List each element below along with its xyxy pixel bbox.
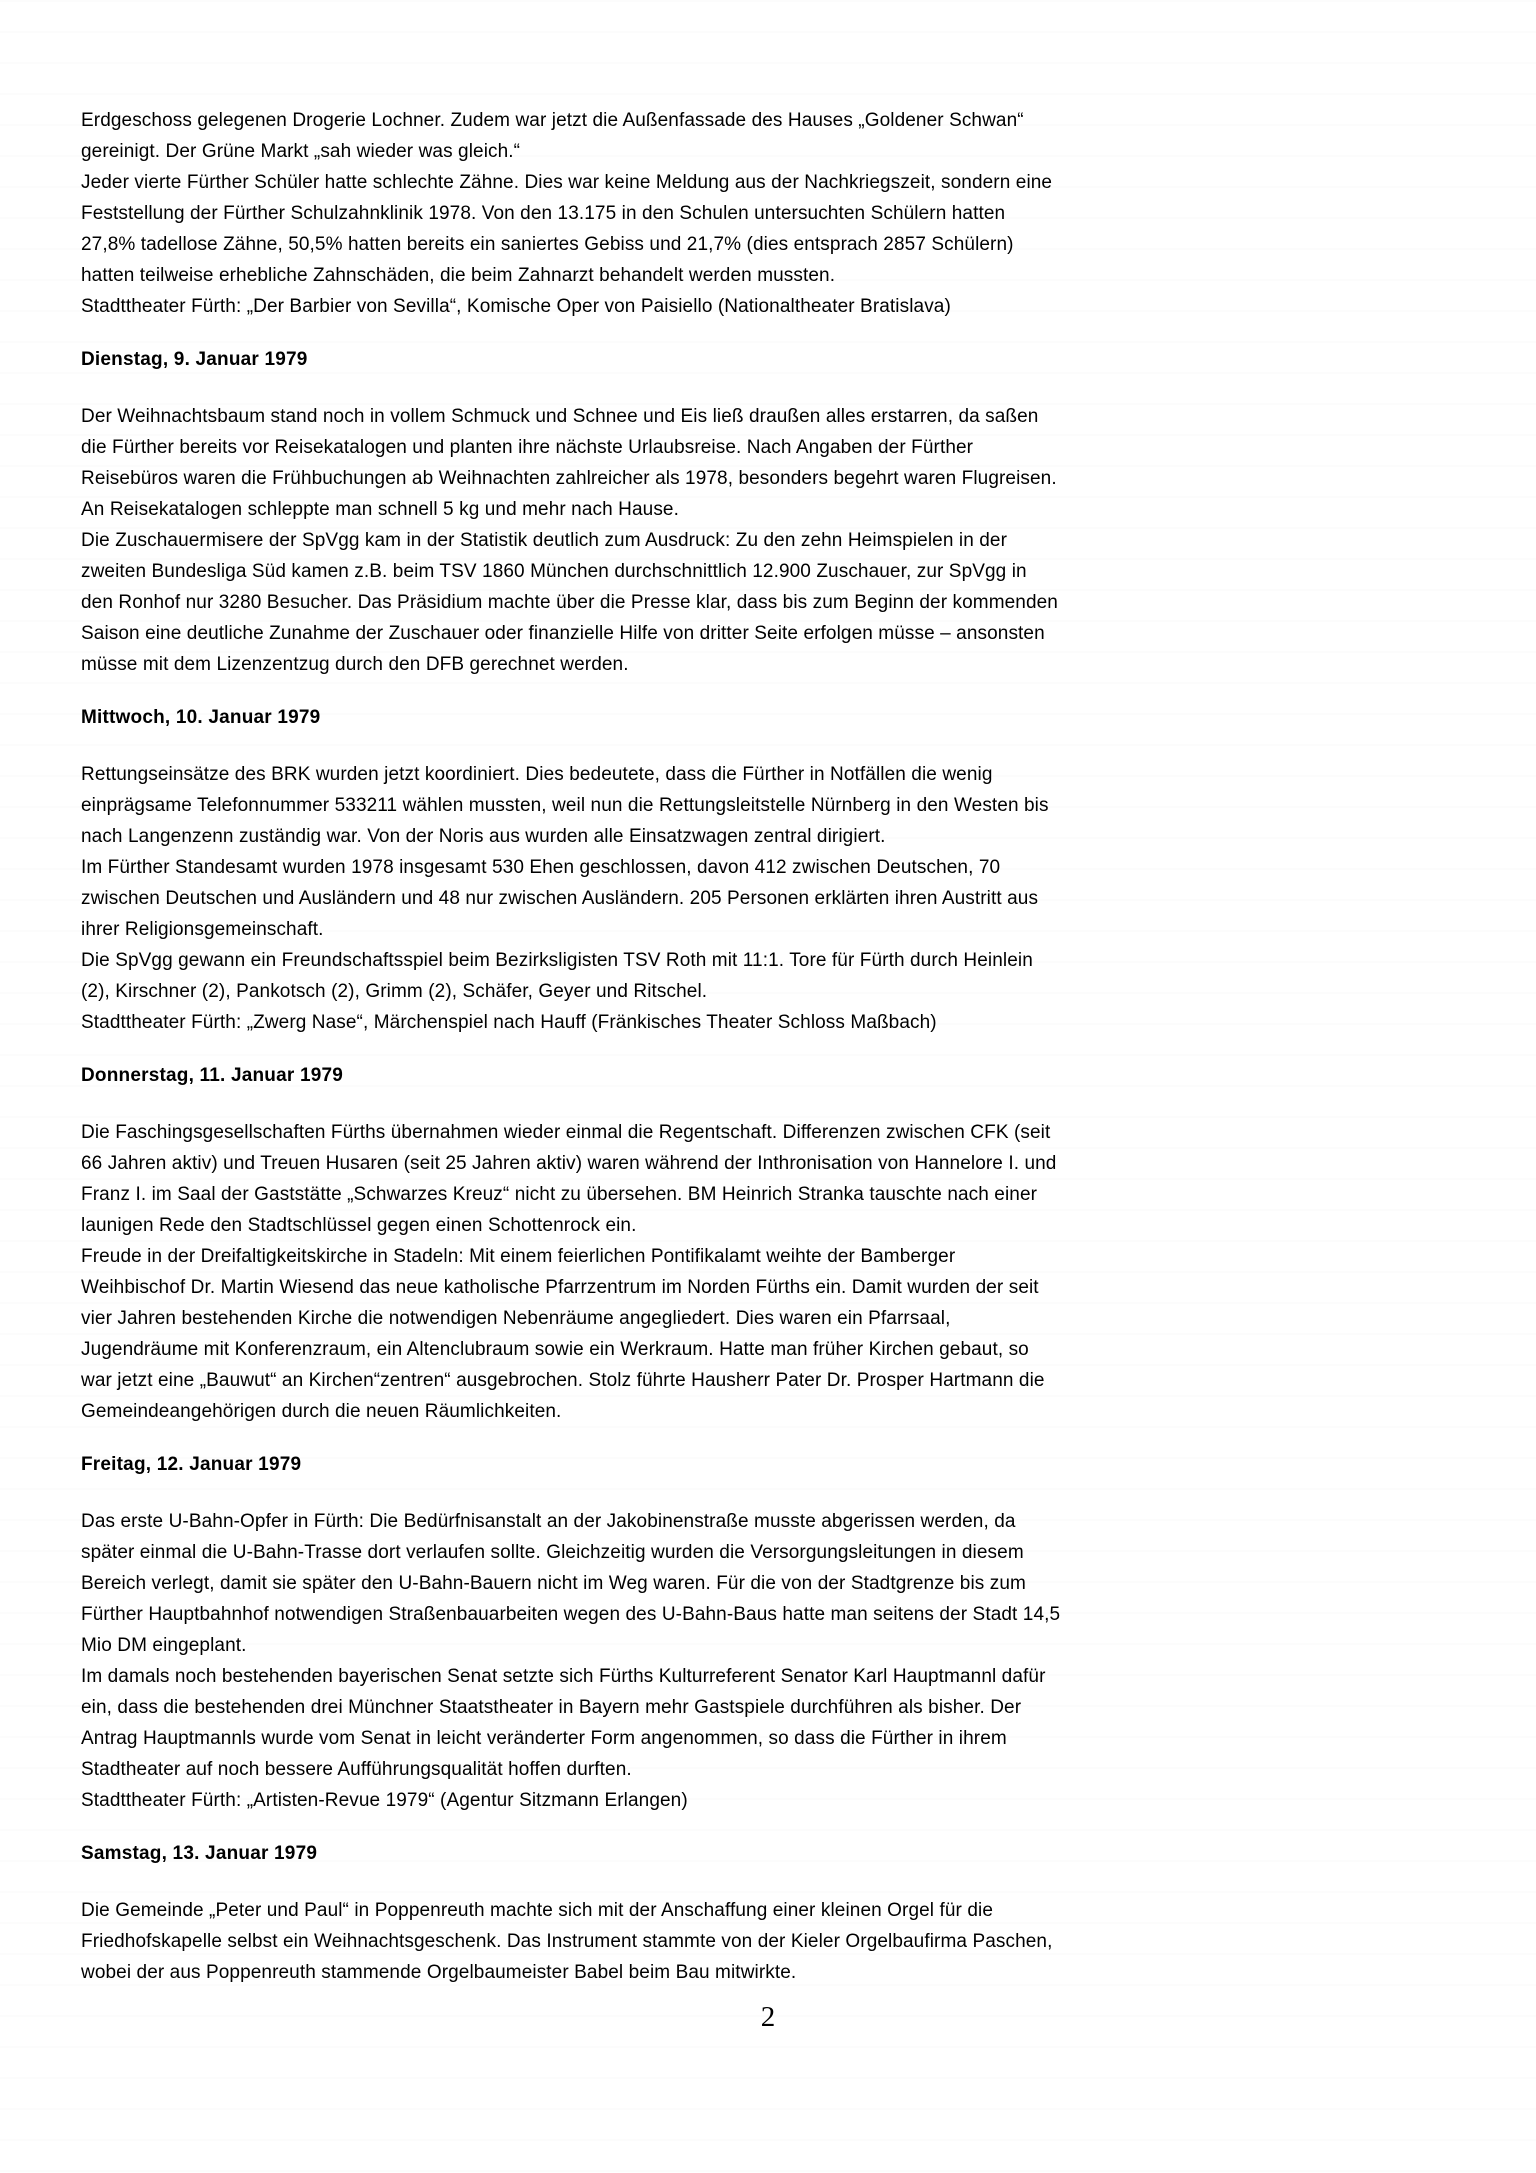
text-line: Erdgeschoss gelegenen Drogerie Lochner. Zudem war jetzt die Außenfassade des Hauses „Goldener Schwan“ xyxy=(81,110,1024,131)
text-line: Das erste U-Bahn-Opfer in Fürth: Die Bedürfnisanstalt an der Jakobinenstraße musste abgerissen werden, da xyxy=(81,1511,1016,1532)
date-heading: Samstag, 13. Januar 1979 xyxy=(81,1843,318,1864)
text-line: Mio DM eingeplant. xyxy=(81,1635,247,1656)
text-line: zweiten Bundesliga Süd kamen z.B. beim TSV 1860 München durchschnittlich 12.900 Zuschauer, zur SpVgg in xyxy=(81,561,1027,582)
text-line: Feststellung der Fürther Schulzahnklinik 1978. Von den 13.175 in den Schulen untersuchten Schülern hatten xyxy=(81,203,1006,224)
text-line: launigen Rede den Stadtschlüssel gegen einen Schottenrock ein. xyxy=(81,1215,637,1236)
text-line: müsse mit dem Lizenzentzug durch den DFB gerechnet werden. xyxy=(81,654,629,675)
text-line: Die SpVgg gewann ein Freundschaftsspiel beim Bezirksligisten TSV Roth mit 11:1. Tore für Fürth durch Heinlein xyxy=(81,950,1033,971)
document-section xyxy=(81,105,1181,322)
text-line: Fürther Hauptbahnhof notwendigen Straßenbauarbeiten wegen des U-Bahn-Baus hatte man seitens der Stadt 14,5 xyxy=(81,1604,1061,1625)
text-line: Im Fürther Standesamt wurden 1978 insgesamt 530 Ehen geschlossen, davon 412 zwischen Deutschen, 70 xyxy=(81,857,1001,878)
text-line: Rettungseinsätze des BRK wurden jetzt koordiniert. Dies bedeutete, dass die Fürther in Notfällen die wenig xyxy=(81,764,993,785)
text-line: vier Jahren bestehenden Kirche die notwendigen Nebenräume angegliedert. Dies waren ein Pfarrsaal, xyxy=(81,1308,951,1329)
document-section xyxy=(81,1838,1181,1988)
document-section xyxy=(81,1060,1181,1427)
text-line: Friedhofskapelle selbst ein Weihnachtsgeschenk. Das Instrument stammte von der Kieler Orgelbaufirma Paschen, xyxy=(81,1931,1053,1952)
text-line: nach Langenzenn zuständig war. Von der Noris aus wurden alle Einsatzwagen zentral dirigiert. xyxy=(81,826,886,847)
text-line: Stadttheater Fürth: „Der Barbier von Sevilla“, Komische Oper von Paisiello (Nationaltheater Bratislava) xyxy=(81,296,951,317)
text-line: Stadttheater Fürth: „Zwerg Nase“, Märchenspiel nach Hauff (Fränkisches Theater Schloss Maßbach) xyxy=(81,1012,937,1033)
text-line: Gemeindeangehörigen durch die neuen Räumlichkeiten. xyxy=(81,1401,562,1422)
text-line: Die Gemeinde „Peter und Paul“ in Poppenreuth machte sich mit der Anschaffung einer kleinen Orgel für die xyxy=(81,1900,993,1921)
text-line: zwischen Deutschen und Ausländern und 48 nur zwischen Ausländern. 205 Personen erklärten ihren Austritt aus xyxy=(81,888,1039,909)
text-line: Weihbischof Dr. Martin Wiesend das neue katholische Pfarrzentrum im Norden Fürths ein. Damit wurden der seit xyxy=(81,1277,1039,1298)
text-line: ihrer Religionsgemeinschaft. xyxy=(81,919,324,940)
text-line: 66 Jahren aktiv) und Treuen Husaren (seit 25 Jahren aktiv) waren während der Inthronisation von Hannelore I. und xyxy=(81,1153,1057,1174)
text-line: Jeder vierte Fürther Schüler hatte schlechte Zähne. Dies war keine Meldung aus der Nachkriegszeit, sondern eine xyxy=(81,172,1053,193)
text-line: hatten teilweise erhebliche Zahnschäden, die beim Zahnarzt behandelt werden mussten. xyxy=(81,265,836,286)
date-heading: Freitag, 12. Januar 1979 xyxy=(81,1454,302,1475)
text-line: Saison eine deutliche Zunahme der Zuschauer oder finanzielle Hilfe von dritter Seite erfolgen müsse – ansonsten xyxy=(81,623,1045,644)
text-line: später einmal die U-Bahn-Trasse dort verlaufen sollte. Gleichzeitig wurden die Versorgungsleitungen in diesem xyxy=(81,1542,1024,1563)
text-line: Antrag Hauptmannls wurde vom Senat in leicht veränderter Form angenommen, so dass die Fürther in ihrem xyxy=(81,1728,1007,1749)
text-line: 27,8% tadellose Zähne, 50,5% hatten bereits ein saniertes Gebiss und 21,7% (dies entsprach 2857 Schülern) xyxy=(81,234,1014,255)
page-number: 2 xyxy=(760,2001,776,2033)
document-content xyxy=(81,105,1181,1988)
text-line: gereinigt. Der Grüne Markt „sah wieder was gleich.“ xyxy=(81,141,521,162)
text-line: Reisebüros waren die Frühbuchungen ab Weihnachten zahlreicher als 1978, besonders begehrt waren Flugreisen. xyxy=(81,468,1057,489)
text-line: Franz I. im Saal der Gaststätte „Schwarzes Kreuz“ nicht zu übersehen. BM Heinrich Stranka tauschte nach einer xyxy=(81,1184,1038,1205)
date-heading: Mittwoch, 10. Januar 1979 xyxy=(81,707,321,728)
text-line: Im damals noch bestehenden bayerischen Senat setzte sich Fürths Kulturreferent Senator Karl Hauptmannl dafür xyxy=(81,1666,1046,1687)
text-line: Der Weihnachtsbaum stand noch in vollem Schmuck und Schnee und Eis ließ draußen alles erstarren, da saßen xyxy=(81,406,1039,427)
text-line: An Reisekatalogen schleppte man schnell 5 kg und mehr nach Hause. xyxy=(81,499,679,520)
text-line: Jugendräume mit Konferenzraum, ein Altenclubraum sowie ein Werkraum. Hatte man früher Kirchen gebaut, so xyxy=(81,1339,1029,1360)
text-line: ein, dass die bestehenden drei Münchner Staatstheater in Bayern mehr Gastspiele durchführen als bisher. Der xyxy=(81,1697,1022,1718)
document-section xyxy=(81,1449,1181,1816)
document-section xyxy=(81,344,1181,680)
text-line: einprägsame Telefonnummer 533211 wählen mussten, weil nun die Rettungsleitstelle Nürnberg in den Westen bis xyxy=(81,795,1049,816)
text-line: (2), Kirschner (2), Pankotsch (2), Grimm (2), Schäfer, Geyer und Ritschel. xyxy=(81,981,708,1002)
text-line: den Ronhof nur 3280 Besucher. Das Präsidium machte über die Presse klar, dass bis zum Beginn der kommenden xyxy=(81,592,1058,613)
text-line: Die Zuschauermisere der SpVgg kam in der Statistik deutlich zum Ausdruck: Zu den zehn Heimspielen in der xyxy=(81,530,1007,551)
text-line: war jetzt eine „Bauwut“ an Kirchen“zentren“ ausgebrochen. Stolz führte Hausherr Pater Dr. Prosper Hartmann die xyxy=(81,1370,1045,1391)
date-heading: Dienstag, 9. Januar 1979 xyxy=(81,349,308,370)
document-section xyxy=(81,702,1181,1038)
text-line: Freude in der Dreifaltigkeitskirche in Stadeln: Mit einem feierlichen Pontifikalamt weihte der Bamberger xyxy=(81,1246,956,1267)
text-line: Stadttheater Fürth: „Artisten-Revue 1979“ (Agentur Sitzmann Erlangen) xyxy=(81,1790,688,1811)
date-heading: Donnerstag, 11. Januar 1979 xyxy=(81,1065,344,1086)
text-line: Stadtheater auf noch bessere Aufführungsqualität hoffen durften. xyxy=(81,1759,632,1780)
text-line: wobei der aus Poppenreuth stammende Orgelbaumeister Babel beim Bau mitwirkte. xyxy=(81,1962,797,1983)
text-line: Die Faschingsgesellschaften Fürths übernahmen wieder einmal die Regentschaft. Differenzen zwischen CFK (seit xyxy=(81,1122,1051,1143)
text-line: die Fürther bereits vor Reisekatalogen und planten ihre nächste Urlaubsreise. Nach Angaben der Fürther xyxy=(81,437,974,458)
text-line: Bereich verlegt, damit sie später den U-Bahn-Bauern nicht im Weg waren. Für die von der Stadtgrenze bis zum xyxy=(81,1573,1026,1594)
